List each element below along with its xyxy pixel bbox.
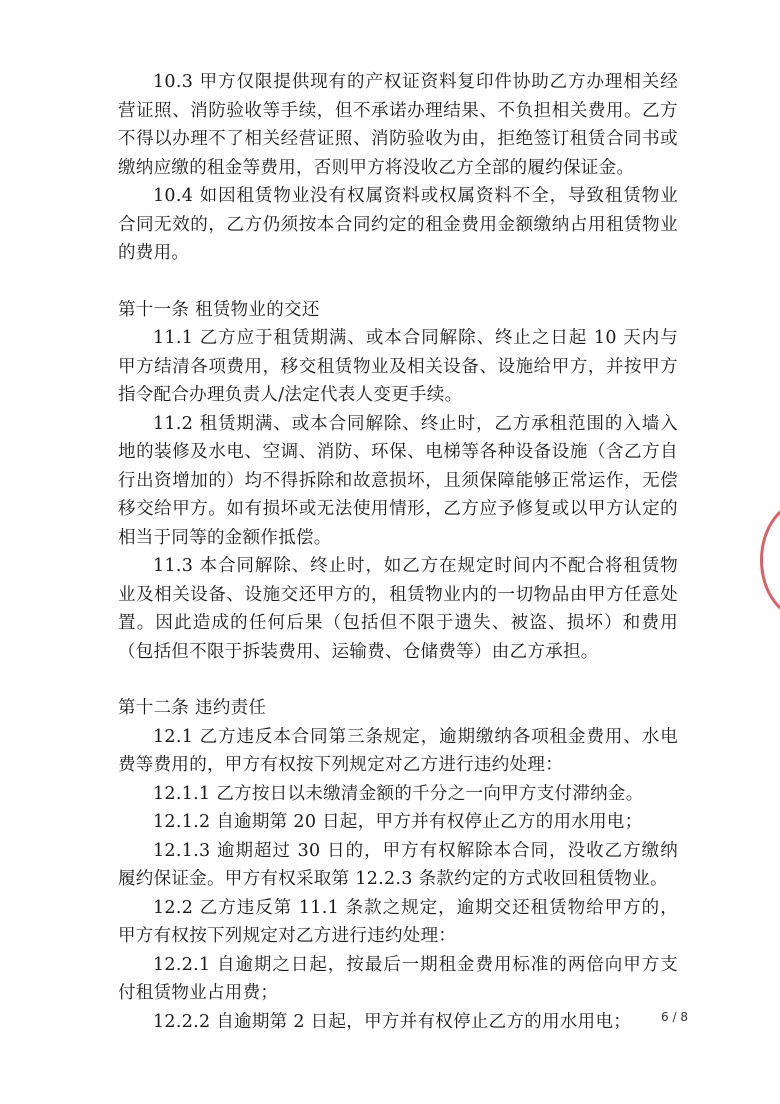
clause-12-1: 12.1 乙方违反本合同第三条规定，逾期缴纳各项租金费用、水电费等费用的，甲方有权按下列规定对乙方进行违约处理： (118, 726, 678, 775)
clause-12-1-3: 12.1.3 逾期超过 30 日的，甲方有权解除本合同，没收乙方缴纳履约保证金。甲方有权采取第 12.2.3 条款约定的方式收回租赁物业。 (118, 840, 678, 889)
section-12-title: 第十二条 违约责任 (118, 698, 267, 718)
seal-stamp-ring (760, 500, 780, 620)
page-number: 6 / 8 (661, 1010, 688, 1024)
clause-10-3: 10.3 甲方仅限提供现有的产权证资料复印件协助乙方办理相关经营证照、消防验收等手续，但不承诺办理结果、不负担相关费用。乙方不得以办理不了相关经营证照、消防验收为由，拒绝签订租赁合同书或缴纳应缴的租金等费用，否则甲方将没收乙方全部的履约保证金。 (118, 72, 678, 178)
clause-12-1-1: 12.1.1 乙方按日以未缴清金额的千分之一向甲方支付滞纳金。 (153, 783, 644, 804)
clause-11-1: 11.1 乙方应于租赁期满、或本合同解除、终止之日起 10 天内与甲方结清各项费用，移交租赁物业及相关设备、设施给甲方，并按甲方指令配合办理负责人/法定代表人变更手续。 (118, 328, 678, 405)
document-body (118, 68, 678, 1036)
section-gap (118, 666, 678, 694)
section-11-title: 第十一条 租赁物业的交还 (118, 299, 320, 320)
clause-12-2: 12.2 乙方违反第 11.1 条款之规定，逾期交还租赁物给甲方的，甲方有权按下列规定对乙方进行违约处理： (118, 897, 678, 946)
clause-12-2-1: 12.2.1 自逾期之日起，按最后一期租金费用标准的两倍向甲方支付租赁物业占用费； (118, 954, 678, 1003)
clause-12-2-2: 12.2.2 自逾期第 2 日起，甲方并有权停止乙方的用水用电； (153, 1011, 632, 1032)
clause-11-3: 11.3 本合同解除、终止时，如乙方在规定时间内不配合将租赁物业及相关设备、设施交还甲方的，租赁物业内的一切物品由甲方任意处置。因此造成的任何后果（包括但不限于遗失、被盗、损坏）和费用（包括但不限于拆装费用、运输费、仓储费等）由乙方承担。 (118, 556, 678, 662)
section-gap (118, 268, 678, 296)
clause-10-4: 10.4 如因租赁物业没有权属资料或权属资料不全，导致租赁物业合同无效的，乙方仍须按本合同约定的租金费用金额缴纳占用租赁物业的费用。 (118, 186, 678, 263)
clause-12-1-2: 12.1.2 自逾期第 20 日起，甲方并有权停止乙方的用水用电； (153, 812, 643, 832)
seal-stamp (752, 500, 780, 620)
clause-11-2: 11.2 租赁期满、或本合同解除、终止时，乙方承租范围的入墙入地的装修及水电、空调、消防、环保、电梯等各种设备设施（含乙方自行出资增加的）均不得拆除和故意损坏，且须保障能够正常运作，无偿移交给甲方。如有损坏或无法使用情形，乙方应予修复或以甲方认定的相当于同等的金额作抵偿。 (118, 413, 678, 548)
